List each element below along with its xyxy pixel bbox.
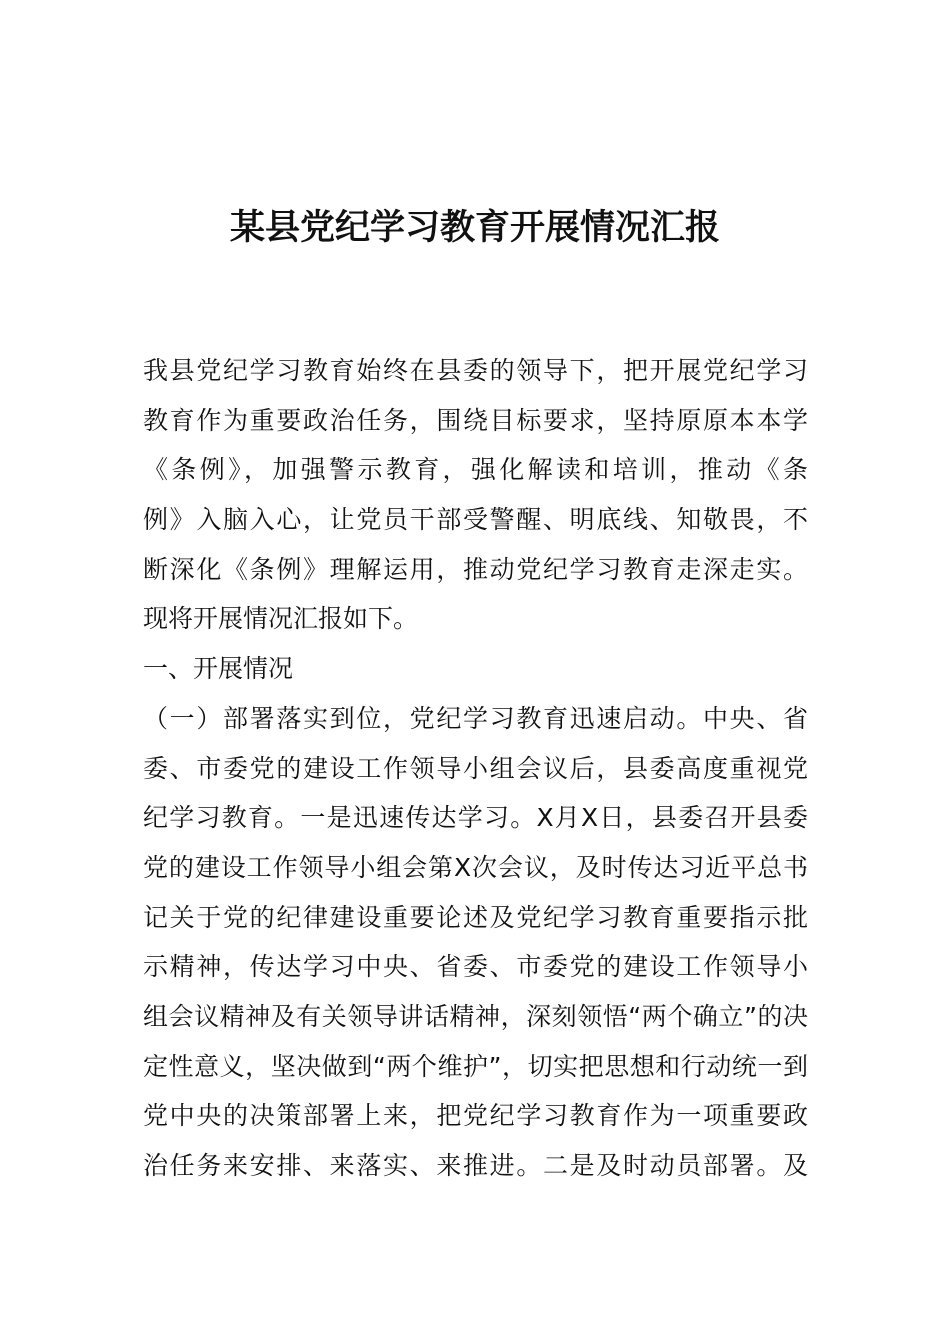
body-line: 记关于党的纪律建设重要论述及党纪学习教育重要指示批 [143,902,808,932]
body-line: 组会议精神及有关领导讲话精神，深刻领悟“两个确立”的决 [143,1001,808,1031]
body-line: 例》入脑入心，让党员干部受警醒、明底线、知敬畏，不 [143,505,808,535]
body-line: 党的建设工作领导小组会第X次会议，及时传达习近平总书 [143,852,808,882]
document-title: 某县党纪学习教育开展情况汇报 [229,208,720,248]
body-line: 定性意义，坚决做到“两个维护”，切实把思想和行动统一到 [143,1051,808,1081]
section-heading: 一、开展情况 [143,654,294,684]
body-line: （一）部署落实到位，党纪学习教育迅速启动。中央、省 [143,703,808,733]
body-line: 我县党纪学习教育始终在县委的领导下，把开展党纪学习 [143,356,808,385]
body-line: 示精神，传达学习中央、省委、市委党的建设工作领导小 [143,952,808,982]
body-line: 治任务来安排、来落实、来推进。二是及时动员部署。及 [143,1151,808,1180]
document-body [143,346,808,1191]
body-line: 纪学习教育。一是迅速传达学习。X月X日，县委召开县委 [143,803,808,833]
body-line: 《条例》，加强警示教育，强化解读和培训，推动《条 [143,455,808,485]
body-line: 教育作为重要政治任务，围绕目标要求，坚持原原本本学 [143,405,808,435]
body-line: 党中央的决策部署上来，把党纪学习教育作为一项重要政 [143,1101,808,1131]
body-line: 委、市委党的建设工作领导小组会议后，县委高度重视党 [143,753,808,783]
body-line: 现将开展情况汇报如下。 [143,604,419,634]
body-line: 断深化《条例》理解运用，推动党纪学习教育走深走实。 [143,554,808,584]
